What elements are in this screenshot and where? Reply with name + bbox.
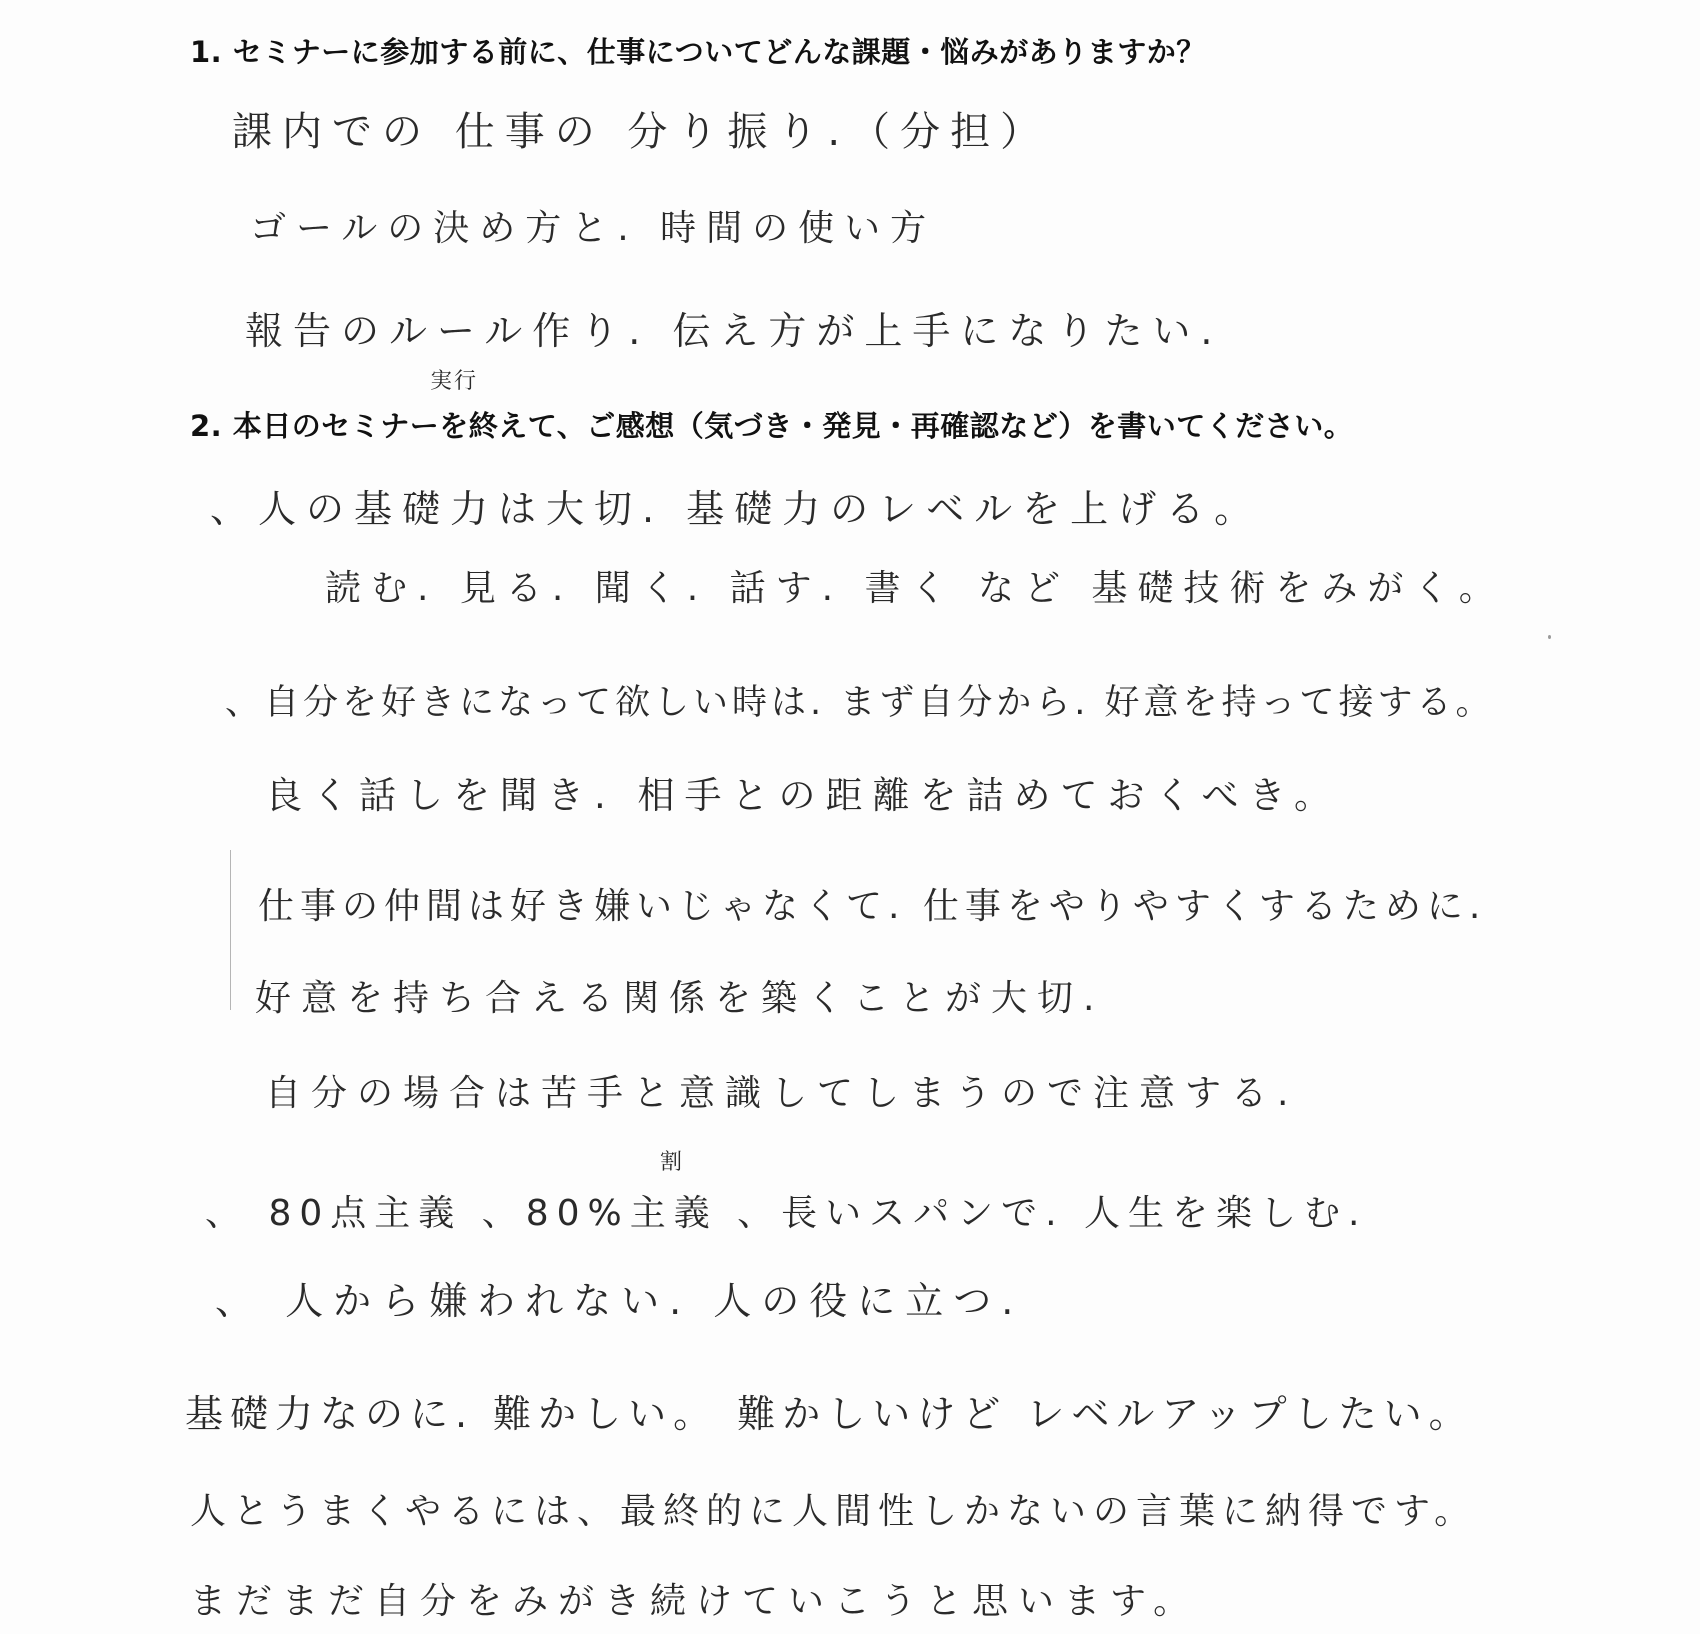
question-2: 2. 本日のセミナーを終えて、ご感想（気づき・発見・再確認など）を書いてください。 [190, 409, 1354, 443]
answer2-line-9: 、 人から嫌われない. 人の役に立つ. [215, 1279, 1024, 1323]
answer1-line-3: 報告のルール作り. 伝え方が上手になりたい. [245, 309, 1223, 353]
answer2-line-3: 、自分を好きになって欲しい時は. まず自分から. 好意を持って接する。 [225, 683, 1495, 723]
answer2-line-6: 好意を持ち合える関係を築くことが大切. [255, 978, 1105, 1019]
annotation-wari: 割 [660, 1150, 685, 1175]
question-1: 1. セミナーに参加する前に、仕事についてどんな課題・悩みがありますか？ [190, 35, 1206, 69]
answer2-line-8: 、 80点主義 、80%主義 、長いスパンで. 人生を楽しむ. [205, 1193, 1368, 1234]
annotation-jikkou: 実行 [430, 369, 479, 394]
scan-speck [1548, 635, 1551, 639]
margin-rule [230, 850, 231, 1010]
answer2-line-7: 自分の場合は苦手と意識してしまうので注意する. [265, 1073, 1299, 1114]
answer1-line-1: 課内での 仕事の 分り振り.（分担） [232, 109, 1051, 155]
answer2-line-4: 良く話しを聞き. 相手との距離を詰めておくべき。 [265, 774, 1342, 817]
answer2-line-2: 読む. 見る. 聞く. 話す. 書く など 基礎技術をみがく。 [325, 568, 1505, 609]
answer2-line-5: 仕事の仲間は好き嫌いじゃなくて. 仕事をやりやすくするために. [258, 886, 1487, 927]
answer2-line-1: 、人の基礎力は大切. 基礎力のレベルを上げる。 [210, 487, 1263, 531]
answer2-line-12: まだまだ自分をみがき続けていこうと思います。 [190, 1581, 1200, 1622]
answer1-line-2: ゴールの決め方と. 時間の使い方 [250, 208, 937, 249]
answer2-line-10: 基礎力なのに. 難かしい。 難かしいけど レベルアップしたい。 [185, 1392, 1474, 1436]
answer2-line-11: 人とうまくやるには、最終的に人間性しかないの言葉に納得です。 [190, 1491, 1478, 1532]
